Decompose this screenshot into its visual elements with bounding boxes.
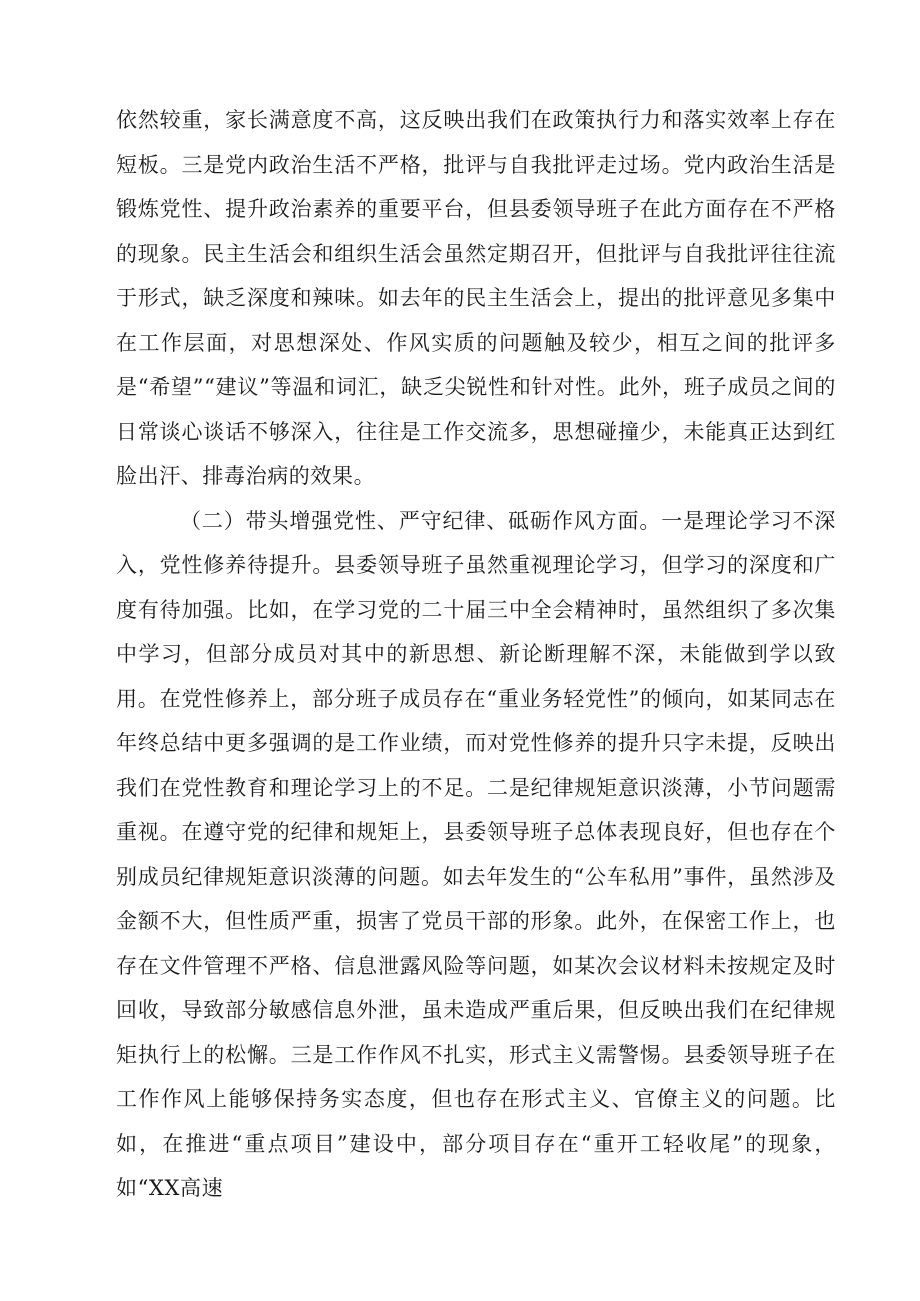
- paragraph-continued: 依然较重，家长满意度不高，这反映出我们在政策执行力和落实效率上存在短板。三是党内政治生活不严格，批评与自我批评走过场。党内政治生活是锻炼党性、提升政治素养的重要平台，但县委领导班子在此方面存在不严格的现象。民主生活会和组织生活会虽然定期召开，但批评与自我批评往往流于形式，缺乏深度和辣味。如去年的民主生活会上，提出的批评意见多集中在工作层面，对思想深处、作风实质的问题触及较少，相互之间的批评多是“希望”“建议”等温和词汇，缺乏尖锐性和针对性。此外，班子成员之间的日常谈心谈话不够深入，往往是工作交流多，思想碰撞少，未能真正达到红脸出汗、排毒治病的效果。: [116, 108, 836, 488]
- paragraph-section-two: （二）带头增强党性、严守纪律、砥砺作风方面。一是理论学习不深入，党性修养待提升。县委领导班子虽然重视理论学习，但学习的深度和广度有待加强。比如，在学习党的二十届三中全会精神时，虽然组织了多次集中学习，但部分成员对其中的新思想、新论断理解不深，未能做到学以致用。在党性修养上，部分班子成员存在“重业务轻党性”的倾向，如某同志在年终总结中更多强调的是工作业绩，而对党性修养的提升只字未提，反映出我们在党性教育和理论学习上的不足。二是纪律规矩意识淡薄，小节问题需重视。在遵守党的纪律和规矩上，县委领导班子总体表现良好，但也存在个别成员纪律规矩意识淡薄的问题。如去年发生的“公车私用”事件，虽然涉及金额不大，但性质严重，损害了党员干部的形象。此外，在保密工作上，也存在文件管理不严格、信息泄露风险等问题，如某次会议材料未按规定及时回收，导致部分敏感信息外泄，虽未造成严重后果，但反映出我们在纪律规矩执行上的松懈。三是工作作风不扎实，形式主义需警惕。县委领导班子在工作作风上能够保持务实态度，但也存在形式主义、官僚主义的问题。比如，在推进“重点项目”建设中，部分项目存在“重开工轻收尾”的现象，如“XX高速: [116, 508, 836, 1200]
- body-text: [116, 98, 836, 1211]
